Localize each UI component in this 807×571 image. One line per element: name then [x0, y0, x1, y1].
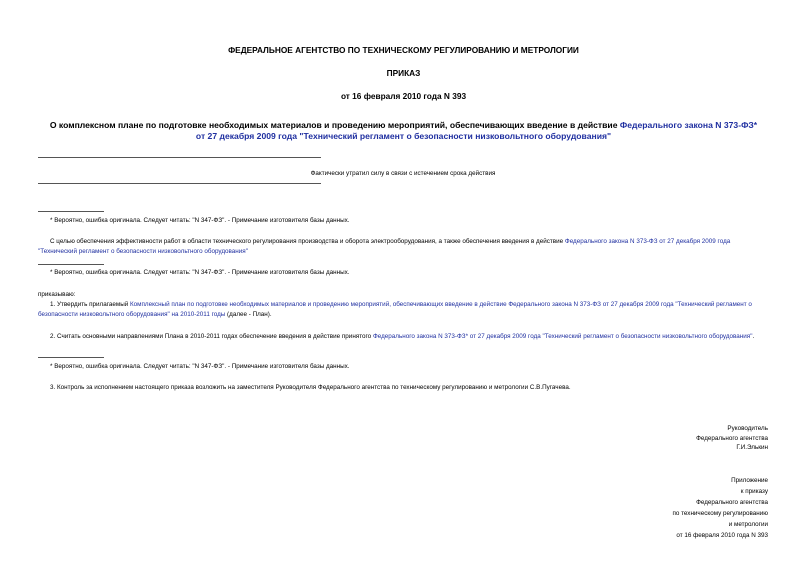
title-law-link[interactable]: Федерального закона N 373-ФЗ* — [619, 120, 758, 130]
footnote-divider-3 — [38, 357, 104, 358]
appendix-line-1: Приложение — [731, 477, 768, 484]
appendix-line-3: Федерального агентства — [696, 499, 768, 506]
signature-block — [500, 424, 768, 453]
item-2 — [38, 332, 770, 342]
item-2-law-link[interactable]: Федерального закона N 373-ФЗ* от 27 декабря 2009 года "Технический регламент о безопасности низковольтного оборудования" — [372, 333, 753, 340]
appendix-line-2: к приказу — [740, 488, 768, 495]
intro-paragraph — [38, 237, 770, 256]
appendix-line-6: от 16 февраля 2010 года N 393 — [676, 532, 768, 539]
footnote-2: * Вероятно, ошибка оригинала. Следует читать: "N 347-ФЗ". - Примечание изготовителя базы данных. — [50, 269, 350, 276]
date-number-heading: от 16 февраля 2010 года N 393 — [340, 91, 467, 101]
footnote-3: * Вероятно, ошибка оригинала. Следует читать: "N 347-ФЗ". - Примечание изготовителя базы данных. — [50, 363, 350, 370]
signature-name: Г.И.Элькин — [736, 444, 768, 451]
status-note: Фактически утратил силу в связи с истечением срока действия — [310, 170, 496, 177]
signature-position: Руководитель — [727, 425, 768, 432]
appendix-block — [500, 475, 768, 541]
signature-agency: Федерального агентства — [696, 434, 768, 442]
agency-heading: ФЕДЕРАЛЬНОЕ АГЕНТСТВО ПО ТЕХНИЧЕСКОМУ РЕГУЛИРОВАНИЮ И МЕТРОЛОГИИ — [228, 45, 579, 55]
order-word: приказываю: — [38, 291, 76, 298]
footnote-divider-1 — [38, 211, 104, 212]
document-title — [20, 120, 787, 142]
footnote-1: * Вероятно, ошибка оригинала. Следует читать: "N 347-ФЗ". - Примечание изготовителя базы данных. — [50, 217, 350, 224]
title-text: О комплексном плане по подготовке необходимых материалов и проведению мероприятий, обеспечивающих введение в действие — [49, 120, 620, 130]
item-3: 3. Контроль за исполнением настоящего приказа возложить на заместителя Руководителя Федерального агентства по техническому регулированию и метрологии С.В.Пугачева. — [50, 384, 571, 391]
item-1-tail: (далее - План). — [225, 310, 272, 318]
item-2-text: 2. Считать основными направлениями Плана в 2010-2011 годах обеспечение введения в действие принятого — [50, 333, 373, 340]
item-1 — [38, 300, 770, 319]
item-1-plan-link[interactable]: Комплексный план по подготовке необходимых материалов и проведению мероприятий, обеспечивающих введение в действие Федерального закона N 373-ФЗ от 27 декабря 2009 года "Технический регламент о безопасности низковольтного оборудования" на 2010-2011 годы — [38, 301, 752, 318]
divider-bottom — [38, 183, 321, 184]
item-2-tail: . — [752, 333, 755, 340]
item-1-text: 1. Утвердить прилагаемый — [50, 301, 131, 308]
intro-law-link[interactable]: Федерального закона N 373-ФЗ от 27 декабря 2009 года "Технический регламент о безопасности низковольтного оборудования" — [38, 238, 731, 255]
appendix-line-5: и метрологии — [728, 521, 768, 528]
title-law-link-line2[interactable]: от 27 декабря 2009 года "Технический регламент о безопасности низковольтного оборудования" — [195, 131, 612, 141]
divider-top — [38, 157, 321, 158]
appendix-line-4: по техническому регулированию — [672, 510, 768, 517]
doc-type-heading: ПРИКАЗ — [386, 68, 421, 78]
intro-text: С целью обеспечения эффективности работ в области технического регулирования производства и оборота электрооборудования, а также обеспечения введения в действие — [50, 238, 565, 245]
footnote-divider-2 — [38, 264, 104, 265]
